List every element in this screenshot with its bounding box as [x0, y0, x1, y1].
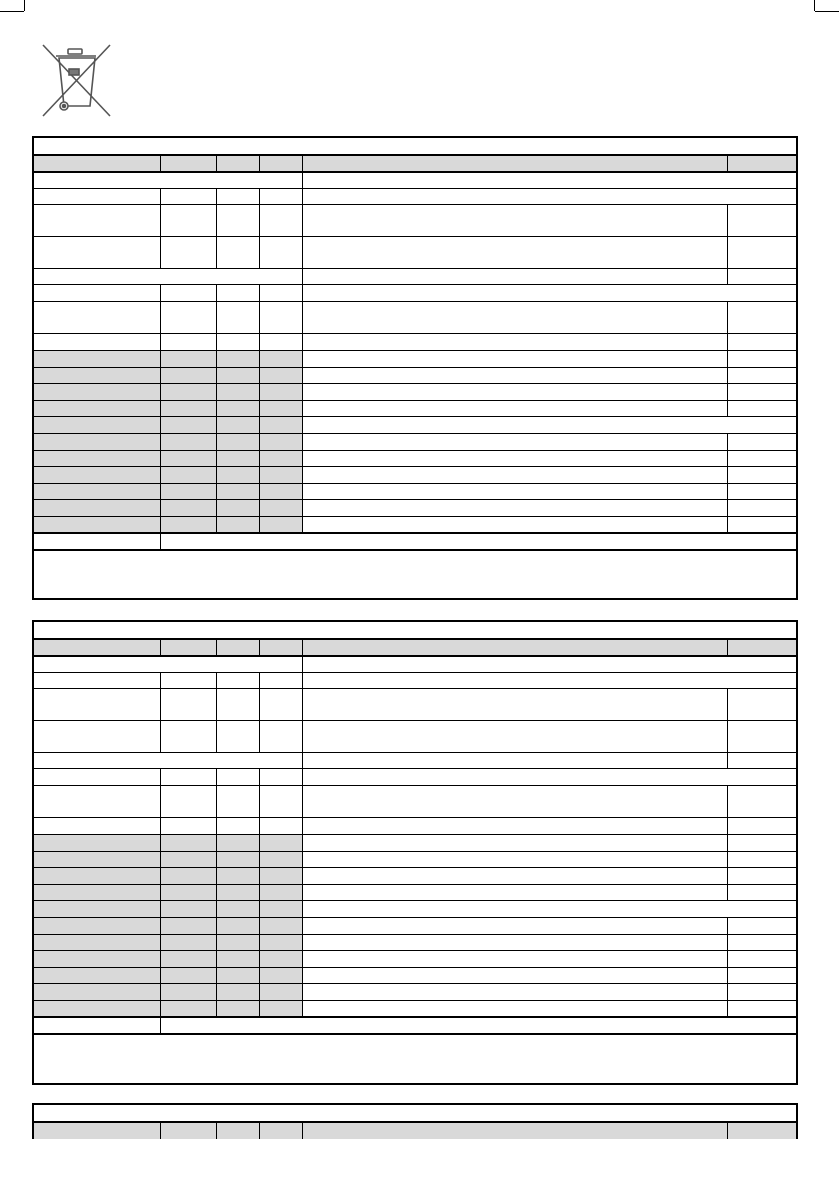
table-cell — [34, 984, 160, 1000]
table-cell — [259, 417, 302, 433]
table-cell — [160, 918, 216, 934]
table-row — [34, 301, 796, 333]
table-cell — [34, 173, 302, 188]
table-cell — [34, 835, 160, 851]
table-cell — [34, 918, 160, 934]
table-cell — [302, 918, 727, 934]
table-cell — [216, 467, 259, 483]
table-cell — [34, 451, 160, 466]
table-cell — [302, 302, 727, 333]
table-cell — [259, 401, 302, 416]
table-row — [34, 768, 796, 785]
table-cell — [34, 935, 160, 950]
table-cell — [34, 1018, 160, 1033]
table-cell — [302, 769, 796, 785]
table-cell — [302, 156, 727, 171]
table-row — [34, 268, 796, 284]
table-cell — [216, 334, 259, 350]
table-cell — [160, 517, 216, 532]
table-cell — [34, 818, 160, 834]
table-cell — [216, 818, 259, 834]
table-cell — [160, 951, 216, 967]
table-cell — [160, 673, 216, 688]
table-cell — [160, 434, 216, 450]
table-cell — [302, 285, 796, 301]
table-row — [34, 817, 796, 834]
table-cell — [216, 368, 259, 383]
table-cell — [34, 868, 160, 884]
table-cell — [727, 968, 796, 983]
table-row — [34, 1121, 796, 1139]
table-cell — [216, 484, 259, 499]
table-cell — [160, 417, 216, 433]
table-cell — [160, 237, 216, 268]
table-cell — [302, 173, 796, 188]
table-cell — [259, 885, 302, 900]
table-cell — [216, 237, 259, 268]
table-row — [34, 516, 796, 532]
table-cell — [302, 721, 727, 752]
table-cell — [259, 935, 302, 950]
table-cell — [216, 951, 259, 967]
table-cell — [259, 1001, 302, 1016]
table-row — [34, 532, 796, 549]
table-cell — [34, 351, 160, 367]
table-row — [34, 188, 796, 204]
table-cell — [259, 451, 302, 466]
table-row — [34, 851, 796, 867]
table-cell — [34, 484, 160, 499]
table-row — [34, 934, 796, 950]
table-cell — [160, 401, 216, 416]
table-cell — [727, 951, 796, 967]
table-row — [34, 1105, 796, 1121]
table-cell — [302, 1123, 727, 1139]
table-cell — [727, 885, 796, 900]
table-cell — [259, 334, 302, 350]
table-cell — [160, 156, 216, 171]
table-cell — [34, 640, 160, 655]
crossed-out-wheelie-bin-icon — [40, 42, 114, 118]
table-cell — [727, 269, 796, 284]
table-cell — [302, 968, 727, 983]
table-cell — [302, 818, 727, 834]
table-cell — [259, 868, 302, 884]
table-cell — [216, 835, 259, 851]
table-cell — [160, 285, 216, 301]
table-cell — [216, 918, 259, 934]
table-row — [34, 834, 796, 851]
table-cell — [302, 451, 727, 466]
table-cell — [302, 334, 727, 350]
table-cell — [34, 189, 160, 204]
table-cell — [259, 500, 302, 516]
table-cell — [160, 868, 216, 884]
table-row — [34, 638, 796, 655]
table-cell — [216, 285, 259, 301]
table-cell — [302, 640, 727, 655]
table-cell — [34, 1105, 796, 1121]
table-cell — [727, 835, 796, 851]
table-cell — [302, 673, 796, 688]
table-row — [34, 416, 796, 433]
table-cell — [727, 205, 796, 236]
table-cell — [259, 721, 302, 752]
crop-mark-top-right — [814, 0, 815, 11]
table-row — [34, 967, 796, 983]
table-cell — [302, 434, 727, 450]
table-cell — [216, 500, 259, 516]
table-cell — [34, 1035, 796, 1080]
table-cell — [727, 384, 796, 400]
table-cell — [259, 968, 302, 983]
table-cell — [160, 885, 216, 900]
table-row — [34, 884, 796, 900]
table-cell — [160, 451, 216, 466]
table-cell — [302, 657, 796, 672]
table-cell — [160, 534, 796, 549]
table-cell — [727, 237, 796, 268]
table-cell — [302, 786, 727, 817]
table-cell — [34, 417, 160, 433]
table-row — [34, 154, 796, 171]
table-cell — [34, 517, 160, 532]
table-cell — [34, 852, 160, 867]
table-cell — [302, 1001, 727, 1016]
table-cell — [160, 351, 216, 367]
table-cell — [259, 189, 302, 204]
table-cell — [302, 384, 727, 400]
table-cell — [160, 1001, 216, 1016]
table-cell — [259, 384, 302, 400]
table-cell — [216, 434, 259, 450]
table-row — [34, 688, 796, 720]
table-cell — [727, 640, 796, 655]
table-cell — [302, 189, 796, 204]
table-cell — [34, 138, 796, 154]
table-cell — [727, 467, 796, 483]
table-cell — [160, 334, 216, 350]
table-cell — [34, 721, 160, 752]
table-cell — [34, 156, 160, 171]
table-cell — [160, 968, 216, 983]
table-cell — [216, 984, 259, 1000]
table-cell — [216, 868, 259, 884]
table-row — [34, 350, 796, 367]
table-row — [34, 785, 796, 817]
table-cell — [160, 935, 216, 950]
table-row — [34, 655, 796, 672]
table-cell — [216, 205, 259, 236]
table-cell — [34, 753, 302, 768]
table-cell — [727, 721, 796, 752]
table-cell — [34, 500, 160, 516]
table-cell — [160, 901, 216, 917]
table-cell — [727, 351, 796, 367]
table-cell — [34, 1123, 160, 1139]
table-cell — [727, 786, 796, 817]
table-cell — [727, 868, 796, 884]
table-cell — [727, 500, 796, 516]
table-row — [34, 900, 796, 917]
table-cell — [34, 1001, 160, 1016]
table-row — [34, 867, 796, 884]
table-cell — [259, 852, 302, 867]
table-row — [34, 367, 796, 383]
table-cell — [216, 852, 259, 867]
table-cell — [160, 769, 216, 785]
table-cell — [34, 622, 796, 638]
table-cell — [302, 467, 727, 483]
table-cell — [259, 434, 302, 450]
table-row — [34, 466, 796, 483]
table-cell — [34, 551, 796, 596]
table-cell — [34, 285, 160, 301]
table-cell — [34, 951, 160, 967]
table-cell — [160, 818, 216, 834]
table-row — [34, 672, 796, 688]
table-cell — [160, 835, 216, 851]
table-cell — [160, 689, 216, 720]
table-cell — [259, 484, 302, 499]
table-cell — [34, 673, 160, 688]
table-cell — [727, 935, 796, 950]
table-cell — [259, 984, 302, 1000]
table-row — [34, 204, 796, 236]
table-row — [34, 171, 796, 188]
table-row — [34, 383, 796, 400]
table-cell — [302, 885, 727, 900]
table-cell — [160, 302, 216, 333]
table-cell — [259, 467, 302, 483]
table-cell — [259, 1123, 302, 1139]
table-cell — [727, 753, 796, 768]
table-cell — [727, 852, 796, 867]
table-cell — [160, 984, 216, 1000]
table-cell — [302, 935, 727, 950]
table-cell — [259, 786, 302, 817]
table-cell — [302, 689, 727, 720]
table-row — [34, 720, 796, 752]
table-cell — [216, 673, 259, 688]
table-row — [34, 499, 796, 516]
crop-mark-top-right — [815, 11, 839, 12]
table-cell — [34, 302, 160, 333]
table-cell — [259, 351, 302, 367]
table-cell — [34, 467, 160, 483]
table-cell — [259, 517, 302, 532]
table-cell — [302, 351, 727, 367]
crop-mark-top-left — [24, 0, 25, 11]
table-row — [34, 450, 796, 466]
table-cell — [216, 517, 259, 532]
table-cell — [160, 1018, 796, 1033]
table-row — [34, 483, 796, 499]
table-cell — [160, 500, 216, 516]
table-cell — [34, 368, 160, 383]
table-cell — [259, 368, 302, 383]
table-2 — [32, 620, 798, 1085]
table-cell — [34, 689, 160, 720]
table-cell — [160, 786, 216, 817]
table-cell — [216, 1001, 259, 1016]
table-cell — [259, 818, 302, 834]
table-cell — [34, 384, 160, 400]
table-row — [34, 1016, 796, 1033]
table-row — [34, 752, 796, 768]
table-cell — [727, 1001, 796, 1016]
table-cell — [302, 868, 727, 884]
table-cell — [727, 689, 796, 720]
table-cell — [259, 689, 302, 720]
table-cell — [216, 417, 259, 433]
table-row — [34, 138, 796, 154]
table-cell — [216, 189, 259, 204]
table-cell — [216, 451, 259, 466]
table-cell — [34, 534, 160, 549]
table-cell — [302, 368, 727, 383]
table-cell — [727, 401, 796, 416]
table-cell — [34, 968, 160, 983]
table-cell — [727, 818, 796, 834]
table-row — [34, 1033, 796, 1080]
table-cell — [302, 401, 727, 416]
table-cell — [727, 434, 796, 450]
table-cell — [727, 984, 796, 1000]
table-cell — [216, 786, 259, 817]
table-row — [34, 1000, 796, 1016]
table-row — [34, 400, 796, 416]
table-cell — [216, 901, 259, 917]
table-cell — [727, 368, 796, 383]
table-cell — [727, 156, 796, 171]
table-cell — [216, 935, 259, 950]
table-cell — [259, 835, 302, 851]
table-cell — [259, 205, 302, 236]
table-cell — [160, 721, 216, 752]
table-cell — [727, 918, 796, 934]
table-cell — [302, 852, 727, 867]
table-row — [34, 284, 796, 301]
table-cell — [259, 769, 302, 785]
table-cell — [160, 640, 216, 655]
table-row — [34, 917, 796, 934]
table-cell — [160, 467, 216, 483]
table-cell — [34, 205, 160, 236]
table-cell — [34, 269, 302, 284]
table-cell — [302, 517, 727, 532]
table-cell — [727, 302, 796, 333]
table-row — [34, 236, 796, 268]
table-cell — [259, 673, 302, 688]
table-cell — [302, 417, 796, 433]
table-row — [34, 983, 796, 1000]
table-cell — [34, 237, 160, 268]
table-row — [34, 333, 796, 350]
table-cell — [216, 885, 259, 900]
table-row — [34, 433, 796, 450]
table-cell — [727, 451, 796, 466]
table-cell — [34, 334, 160, 350]
table-row — [34, 622, 796, 638]
table-row — [34, 950, 796, 967]
crop-mark-top-left — [0, 11, 24, 12]
table-cell — [727, 334, 796, 350]
table-cell — [259, 951, 302, 967]
table-cell — [216, 721, 259, 752]
table-cell — [160, 852, 216, 867]
table-cell — [34, 885, 160, 900]
table-cell — [302, 984, 727, 1000]
table-cell — [160, 384, 216, 400]
table-cell — [727, 1123, 796, 1139]
table-cell — [727, 517, 796, 532]
table-3 — [32, 1103, 798, 1139]
table-cell — [34, 401, 160, 416]
table-cell — [216, 1123, 259, 1139]
table-cell — [259, 302, 302, 333]
table-cell — [34, 769, 160, 785]
table-cell — [259, 640, 302, 655]
table-cell — [34, 657, 302, 672]
table-cell — [160, 205, 216, 236]
table-cell — [160, 189, 216, 204]
table-cell — [259, 285, 302, 301]
table-cell — [259, 918, 302, 934]
table-cell — [727, 484, 796, 499]
table-cell — [216, 401, 259, 416]
table-cell — [259, 901, 302, 917]
table-cell — [302, 951, 727, 967]
table-cell — [216, 302, 259, 333]
table-cell — [216, 384, 259, 400]
table-cell — [216, 689, 259, 720]
table-cell — [302, 753, 727, 768]
table-cell — [302, 835, 727, 851]
table-cell — [160, 368, 216, 383]
table-1 — [32, 136, 798, 600]
table-cell — [302, 269, 727, 284]
table-cell — [259, 237, 302, 268]
table-cell — [302, 500, 727, 516]
table-cell — [216, 351, 259, 367]
table-cell — [302, 205, 727, 236]
table-row — [34, 549, 796, 596]
table-cell — [302, 901, 796, 917]
table-cell — [216, 640, 259, 655]
table-cell — [34, 786, 160, 817]
table-cell — [160, 1123, 216, 1139]
table-cell — [34, 434, 160, 450]
table-cell — [34, 901, 160, 917]
table-cell — [160, 484, 216, 499]
table-cell — [302, 237, 727, 268]
table-cell — [216, 156, 259, 171]
table-cell — [302, 484, 727, 499]
table-cell — [259, 156, 302, 171]
table-cell — [216, 769, 259, 785]
table-cell — [216, 968, 259, 983]
